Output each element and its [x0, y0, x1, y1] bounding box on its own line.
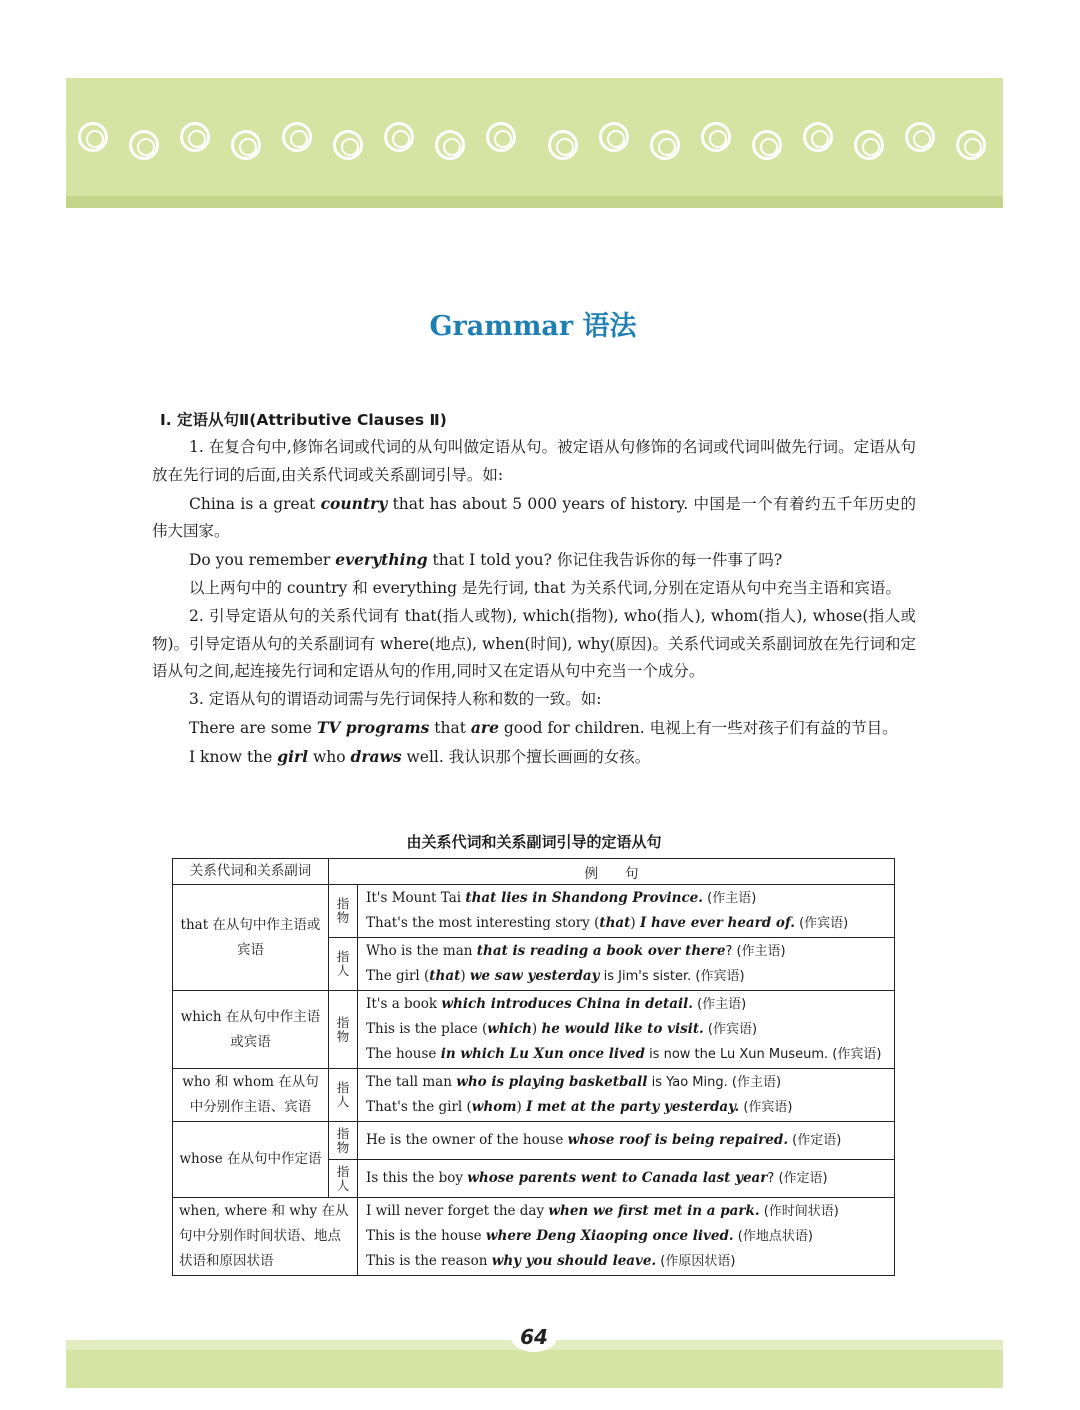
group-label-who-whom: who 和 whom 在从句中分别作主语、宾语 [173, 1069, 329, 1122]
example-line: It's Mount Tai that lies in Shandong Province. (作主语) [366, 890, 757, 906]
example-line: The girl (that) we saw yesterday is Jim's sister. (作宾语) [366, 968, 745, 984]
circle-ornament-icon [486, 122, 516, 152]
table-caption: 由关系代词和关系副词引导的定语从句 [406, 833, 662, 851]
circle-ornament-icon [599, 122, 629, 152]
page-title: Grammar 语法 [429, 311, 637, 342]
example-line: That's the girl (whom) I met at the party yesterday. (作宾语) [366, 1099, 793, 1115]
table-row [173, 885, 895, 938]
paragraph-relatives: 2. 引导定语从句的关系代词有 that(指人或物), which(指物), who(指人), whom(指人), whose(指人或物)。引导定语从句的关系副词有 where(地点), when(时间), why(原因)。关系代词或关系副词放在先行词和定语从句之间,起连接先行词和定语从句的作用,同时又在定语从句中充当一个成分。 [152, 606, 916, 681]
example-line: The tall man who is playing basketball is Yao Ming. (作主语) [366, 1074, 782, 1090]
table-row [173, 1198, 895, 1276]
table-header-examples: 例 句 [329, 859, 895, 885]
table-header-relatives: 关系代词和关系副词 [173, 859, 329, 885]
example-cell [358, 1160, 895, 1198]
pointer-person: 指 人 [329, 1160, 358, 1198]
circle-ornament-icon [180, 122, 210, 152]
pointer-thing: 指 物 [329, 991, 358, 1069]
table-row [173, 991, 895, 1069]
example-line: That's the most interesting story (that) I have ever heard of. (作宾语) [366, 915, 849, 931]
circle-ornament-icon [384, 122, 414, 152]
circle-ornament-icon [803, 122, 833, 152]
example-line: Who is the man that is reading a book over there? (作主语) [366, 943, 786, 959]
example-line: Is this the boy whose parents went to Canada last year? (作定语) [366, 1170, 828, 1186]
section-heading: Ⅰ. 定语从句Ⅱ(Attributive Clauses Ⅱ) [160, 411, 447, 429]
body-text [152, 434, 916, 772]
page-number: 64 [511, 1322, 557, 1352]
table-header-row [173, 859, 895, 885]
circle-ornament-icon [701, 122, 731, 152]
circle-ornament-icon [752, 130, 782, 160]
example-line: This is the house where Deng Xiaoping once lived. (作地点状语) [366, 1228, 813, 1244]
pointer-thing: 指 物 [329, 885, 358, 938]
example-cell [358, 991, 895, 1069]
circle-ornament-icon [231, 130, 261, 160]
circle-ornament-icon [956, 130, 986, 160]
group-label-when-where-why: when, where 和 why 在从句中分别作时间状语、地点状语和原因状语 [173, 1198, 358, 1276]
example-cell [358, 885, 895, 938]
circle-ornament-icon [905, 122, 935, 152]
example-sentence-4: I know the girl who draws well. 我认识那个擅长画画的女孩。 [189, 746, 651, 766]
pointer-person: 指 人 [329, 1069, 358, 1122]
circle-ornament-icon [548, 130, 578, 160]
paragraph-explanation: 以上两句中的 country 和 everything 是先行词, that 为关系代词,分别在定语从句中充当主语和宾语。 [189, 578, 901, 597]
circle-ornament-icon [129, 130, 159, 160]
example-cell [358, 1069, 895, 1122]
table-row [173, 1069, 895, 1122]
circle-ornament-icon [333, 130, 363, 160]
example-cell [358, 938, 895, 991]
example-line: I will never forget the day when we first met in a park. (作时间状语) [366, 1203, 839, 1219]
example-line: This is the reason why you should leave. (作原因状语) [366, 1253, 736, 1269]
circle-ornament-icon [282, 122, 312, 152]
pointer-person: 指 人 [329, 938, 358, 991]
example-sentence-2: Do you remember everything that I told you? 你记住我告诉你的每一件事了吗? [189, 550, 783, 570]
table-row [173, 1122, 895, 1160]
example-sentence-3: There are some TV programs that are good for children. 电视上有一些对孩子们有益的节目。 [189, 717, 898, 737]
circle-ornament-icon [435, 130, 465, 160]
band-shade [66, 196, 1003, 208]
group-label-whose: whose 在从句中作定语 [173, 1122, 329, 1198]
example-line: It's a book which introduces China in detail. (作主语) [366, 996, 747, 1012]
paragraph-definition: 1. 在复合句中,修饰名词或代词的从句叫做定语从句。被定语从句修饰的名词或代词叫做先行词。定语从句放在先行词的后面,由关系代词或关系副词引导。如: [152, 438, 916, 484]
example-cell [358, 1122, 895, 1160]
example-line: He is the owner of the house whose roof is being repaired. (作定语) [366, 1132, 842, 1148]
example-cell [358, 1198, 895, 1276]
circle-ornament-icon [650, 130, 680, 160]
paragraph-agreement: 3. 定语从句的谓语动词需与先行词保持人称和数的一致。如: [189, 690, 602, 709]
circle-ornament-icon [854, 130, 884, 160]
group-label-that: that 在从句中作主语或宾语 [173, 885, 329, 991]
pointer-thing: 指 物 [329, 1122, 358, 1160]
relative-clause-table [172, 858, 895, 1276]
group-label-which: which 在从句中作主语或宾语 [173, 991, 329, 1069]
circle-ornament-icon [78, 122, 108, 152]
example-line: This is the place (which) he would like to visit. (作宾语) [366, 1021, 758, 1037]
example-sentence-1: China is a great country that has about 5 000 years of history. 中国是一个有着约五千年历史的伟大国家。 [152, 493, 917, 541]
example-line: The house in which Lu Xun once lived is now the Lu Xun Museum. (作宾语) [366, 1046, 882, 1062]
top-decorative-band [66, 78, 1003, 208]
